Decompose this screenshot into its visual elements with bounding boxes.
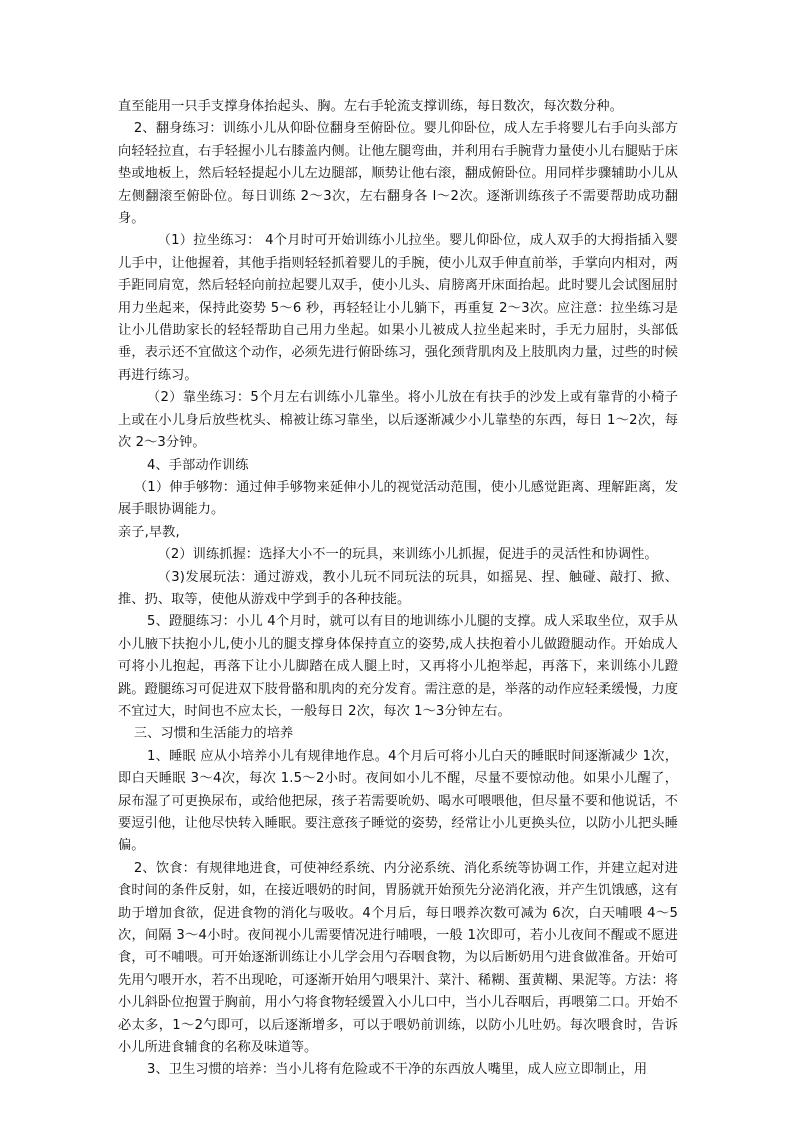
document-body (118, 96, 678, 1082)
paragraph: （1）伸手够物：通过伸手够物来延伸小儿的视觉活动范围，使小儿感觉距离、理解距离，发展手眼协调能力。 (118, 479, 678, 518)
paragraph: 直至能用一只手支撑身体抬起头、胸。左右手轮流支撑训练，每日数次，每次数分种。 (118, 99, 623, 114)
paragraph: 3、卫生习惯的培养：当小儿将有危险或不干净的东西放人嘴里，成人应立即制止，用 (147, 1062, 648, 1078)
paragraph: （2）训练抓握：选择大小不一的玩具，来训练小儿抓握，促进手的灵活性和协调性。 (157, 547, 658, 563)
paragraph: 三、习惯和生活能力的培养 (133, 726, 294, 742)
paragraph: （2）靠坐练习：5个月左右训练小儿靠坐。将小儿放在有扶手的沙发上或有靠背的小椅子上或在小儿身后放些枕头、棉被让练习靠坐，以后逐渐减少小儿靠垫的东西，每日 1～2次，每次 2～3分钟。 (118, 390, 678, 451)
paragraph: 2、翻身练习：训练小儿从仰卧位翻身至俯卧位。婴儿仰卧位，成人左手将婴儿右手向头部方向轻轻拉直，右手轻握小儿右膝盖内侧。让他左腿弯曲，并利用右手腕背力量使小儿右腿贴于床垫或地板上，然后轻轻提起小儿左边腿部，顺势让他右滚，翻成俯卧位。用同样步骤辅助小儿从左侧翻滚至俯卧位。每日训练 2～3次，左右翻身各 l～2次。逐渐训练孩子不需要帮助成功翻身。 (118, 121, 678, 227)
paragraph: 1、睡眠 应从小培养小儿有规律地作息。4个月后可将小儿白天的睡眠时间逐渐减少 1次，即白天睡眠 3～4次，每次 1.5～2小时。夜间如小儿不醒，尽量不要惊动他。如果小儿醒了，尿布湿了可更换尿布，或给他把尿，孩子若需要吮奶、喝水可喂喂他，但尽量不要和他说话，不要逗引他，让他尽快转入睡眠。要注意孩子睡觉的姿势，经常让小儿更换头位，以防小儿把头睡偏。 (118, 748, 678, 854)
paragraph: 4、手部动作训练 (147, 457, 249, 473)
paragraph: （3)发展玩法：通过游戏，教小儿玩不同玩法的玩具，如摇晃、捏、触碰、敲打、掀、推、扔、取等，使他从游戏中学到手的各种技能。 (118, 569, 678, 607)
paragraph: （1）拉坐练习： 4个月时可开始训练小儿拉坐。婴儿仰卧位，成人双手的大拇指插入婴儿手中，让他握着，其他手指则轻轻抓着婴儿的手腕，使小儿双手伸直前举，手掌向内相对，两手距同肩宽，然后轻轻向前拉起婴儿双手，使小儿头、肩膀离开床面抬起。此时婴儿会试图屈肘用力坐起来，保持此姿势 5～6 秒，再轻轻让小儿躺下，再重复 2～3次。应注意：拉坐练习是让小儿借助家长的轻轻帮助自己用力坐起。如果小儿被成人拉坐起来时，手无力屈肘，头部低垂，表示还不宜做这个动作，必须先进行俯卧练习，强化颈背肌肉及上肢肌肉力量，过些的时候再进行练习。 (118, 233, 678, 383)
paragraph: 5、蹬腿练习：小儿 4个月时，就可以有目的地训练小儿腿的支撑。成人采取坐位，双手从小儿腋下扶抱小儿,使小儿的腿支撑身体保持直立的姿势,成人扶抱着小儿做蹬腿动作。开始成人可将小儿抱起，再落下让小儿脚踏在成人腿上时，又再将小儿抱举起，再落下，来训练小儿蹬跳。蹬腿练习可促进双下肢骨骼和肌肉的充分发育。需注意的是，举落的动作应轻柔缓慢，力度不宜过大，时间也不应太长，一般每日 2次，每次 1～3分钟左右。 (118, 614, 678, 719)
paragraph: 亲子,早教, (118, 524, 180, 540)
paragraph: 2、饮食：有规律地进食，可使神经系统、内分泌系统、消化系统等协调工作，并建立起对进食时间的条件反射，如，在接近喂奶的时间，胃肠就开始预先分泌消化液，并产生饥饿感，这有助于增加食欲，促进食物的消化与吸收。4个月后，每日喂养次数可减为 6次，白天哺喂 4～5次，间隔 3～4小时。夜间视小儿需要情况进行哺喂，一般 1次即可，若小儿夜间不醒或不愿进食，可不哺喂。可开始逐渐训练让小儿学会用勺吞咽食物，为以后断奶用勺进食做准备。开始可先用勺喂开水，若不出现呛，可逐渐开始用勺喂果汁、菜汁、稀糊、蛋黄糊、果泥等。方法：将小儿斜卧位抱置于胸前，用小勺将食物轻缓置入小儿口中，当小儿吞咽后，再喂第二口。开始不必太多，1～2勺即可，以后逐渐增多，可以于喂奶前训练，以防小儿吐奶。每次喂食时，告诉小儿所进食辅食的名称及味道等。 (118, 860, 678, 1056)
